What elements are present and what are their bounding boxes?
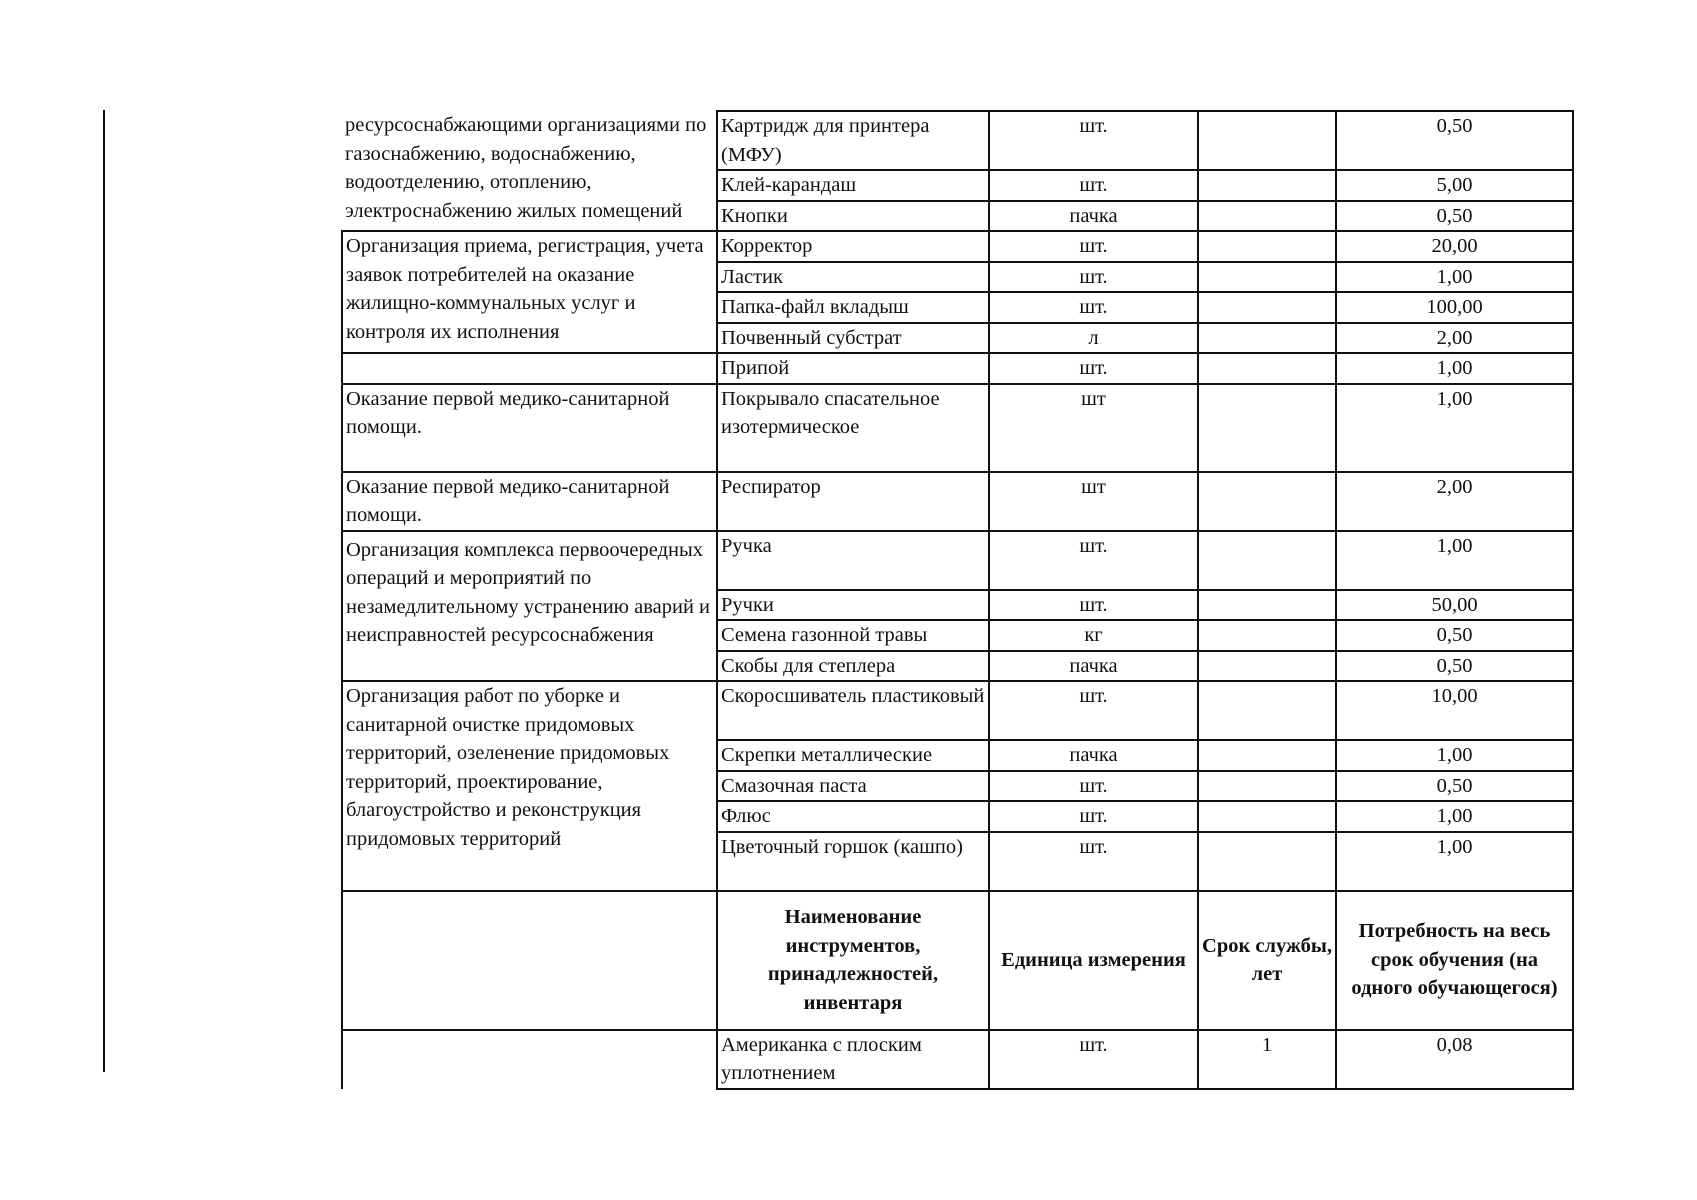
- table-row: [342, 1030, 1573, 1089]
- item-qty: 10,00: [1336, 681, 1573, 740]
- item-qty: 1,00: [1336, 262, 1573, 293]
- table-row: [342, 231, 1573, 262]
- table-row: [342, 472, 1573, 531]
- table-row: [342, 531, 1573, 590]
- item-name: Клей-карандаш: [717, 170, 989, 201]
- item-unit: шт.: [989, 531, 1198, 590]
- item-qty: 1,00: [1336, 384, 1573, 472]
- item-qty: 1,00: [1336, 353, 1573, 384]
- item-qty: 20,00: [1336, 231, 1573, 262]
- item-name: Флюс: [717, 801, 989, 832]
- item-unit: шт.: [989, 231, 1198, 262]
- item-term: [1198, 590, 1336, 621]
- item-name: Картридж для принтера (МФУ): [717, 111, 989, 170]
- item-name: Скобы для степлера: [717, 651, 989, 682]
- item-term: [1198, 323, 1336, 354]
- table-row: [342, 681, 1573, 740]
- table-row: [342, 111, 1573, 170]
- item-term: [1198, 771, 1336, 802]
- item-name: Скрепки металлические: [717, 740, 989, 771]
- item-unit: шт.: [989, 111, 1198, 170]
- item-qty: 2,00: [1336, 323, 1573, 354]
- item-qty: 0,50: [1336, 620, 1573, 651]
- item-name: Ластик: [717, 262, 989, 293]
- header-qty: Потребность на весь срок обучения (на одного обучающегося): [1336, 891, 1573, 1030]
- item-name: Скоросшиватель пластиковый: [717, 681, 989, 740]
- materials-table: [341, 110, 1574, 1090]
- activity-cell: Организация приема, регистрация, учета заявок потребителей на оказание жилищно-коммунальных услуг и контроля их исполнения: [342, 231, 717, 353]
- item-qty: 1,00: [1336, 740, 1573, 771]
- item-qty: 0,08: [1336, 1030, 1573, 1089]
- item-unit: пачка: [989, 651, 1198, 682]
- item-qty: 1,00: [1336, 531, 1573, 590]
- item-term: [1198, 201, 1336, 232]
- activity-cell: Оказание первой медико-санитарной помощи.: [342, 384, 717, 472]
- item-qty: 1,00: [1336, 832, 1573, 891]
- item-unit: шт: [989, 384, 1198, 472]
- item-name: Кнопки: [717, 201, 989, 232]
- activity-cell: [342, 353, 717, 384]
- item-unit: шт.: [989, 262, 1198, 293]
- item-term: [1198, 384, 1336, 472]
- item-qty: 1,00: [1336, 801, 1573, 832]
- item-term: [1198, 651, 1336, 682]
- item-term: 1: [1198, 1030, 1336, 1089]
- item-term: [1198, 353, 1336, 384]
- item-name: Семена газонной травы: [717, 620, 989, 651]
- item-name: Цветочный горшок (кашпо): [717, 832, 989, 891]
- item-name: Покрывало спасательное изотермическое: [717, 384, 989, 472]
- table-row: [342, 353, 1573, 384]
- item-qty: 0,50: [1336, 651, 1573, 682]
- item-unit: шт.: [989, 771, 1198, 802]
- item-qty: 2,00: [1336, 472, 1573, 531]
- item-name: Папка-файл вкладыш: [717, 292, 989, 323]
- item-term: [1198, 801, 1336, 832]
- activity-cell: Организация комплекса первоочередных операций и мероприятий по незамедлительному устранению аварий и неисправностей ресурсоснабжения: [342, 531, 717, 682]
- item-qty: 0,50: [1336, 201, 1573, 232]
- item-name: Американка с плоским уплотнением: [717, 1030, 989, 1089]
- item-unit: кг: [989, 620, 1198, 651]
- item-qty: 50,00: [1336, 590, 1573, 621]
- activity-cell: Оказание первой медико-санитарной помощи.: [342, 472, 717, 531]
- item-term: [1198, 231, 1336, 262]
- section-header-row: [342, 891, 1573, 1030]
- item-unit: пачка: [989, 201, 1198, 232]
- activity-cell: Организация работ по уборке и санитарной очистке придомовых территорий, озеленение придомовых территорий, проектирование, благоустройство и реконструкция придомовых территорий: [342, 681, 717, 891]
- item-unit: шт.: [989, 170, 1198, 201]
- activity-cell: ресурсоснабжающими организациями по газоснабжению, водоснабжению, водоотделению, отоплению, электроснабжению жилых помещений: [342, 111, 717, 231]
- item-term: [1198, 170, 1336, 201]
- item-name: Припой: [717, 353, 989, 384]
- item-unit: шт.: [989, 681, 1198, 740]
- item-unit: шт: [989, 472, 1198, 531]
- item-unit: шт.: [989, 292, 1198, 323]
- item-qty: 100,00: [1336, 292, 1573, 323]
- item-qty: 5,00: [1336, 170, 1573, 201]
- item-term: [1198, 262, 1336, 293]
- item-term: [1198, 531, 1336, 590]
- item-unit: шт.: [989, 801, 1198, 832]
- item-name: Респиратор: [717, 472, 989, 531]
- item-unit: шт.: [989, 832, 1198, 891]
- item-term: [1198, 620, 1336, 651]
- header-term: Срок службы, лет: [1198, 891, 1336, 1030]
- table-row: [342, 384, 1573, 472]
- item-name: Смазочная паста: [717, 771, 989, 802]
- item-unit: шт.: [989, 590, 1198, 621]
- item-name: Ручки: [717, 590, 989, 621]
- page-margin-rule: [103, 110, 105, 1072]
- item-name: Почвенный субстрат: [717, 323, 989, 354]
- item-term: [1198, 832, 1336, 891]
- item-qty: 0,50: [1336, 111, 1573, 170]
- item-term: [1198, 472, 1336, 531]
- item-unit: л: [989, 323, 1198, 354]
- item-term: [1198, 681, 1336, 740]
- header-activity: [342, 891, 717, 1030]
- item-unit: шт.: [989, 1030, 1198, 1089]
- item-unit: шт.: [989, 353, 1198, 384]
- item-term: [1198, 292, 1336, 323]
- item-term: [1198, 740, 1336, 771]
- item-name: Корректор: [717, 231, 989, 262]
- item-name: Ручка: [717, 531, 989, 590]
- item-term: [1198, 111, 1336, 170]
- item-unit: пачка: [989, 740, 1198, 771]
- header-unit: Единица измерения: [989, 891, 1198, 1030]
- activity-cell: [342, 1030, 717, 1089]
- header-name: Наименование инструментов, принадлежностей, инвентаря: [717, 891, 989, 1030]
- item-qty: 0,50: [1336, 771, 1573, 802]
